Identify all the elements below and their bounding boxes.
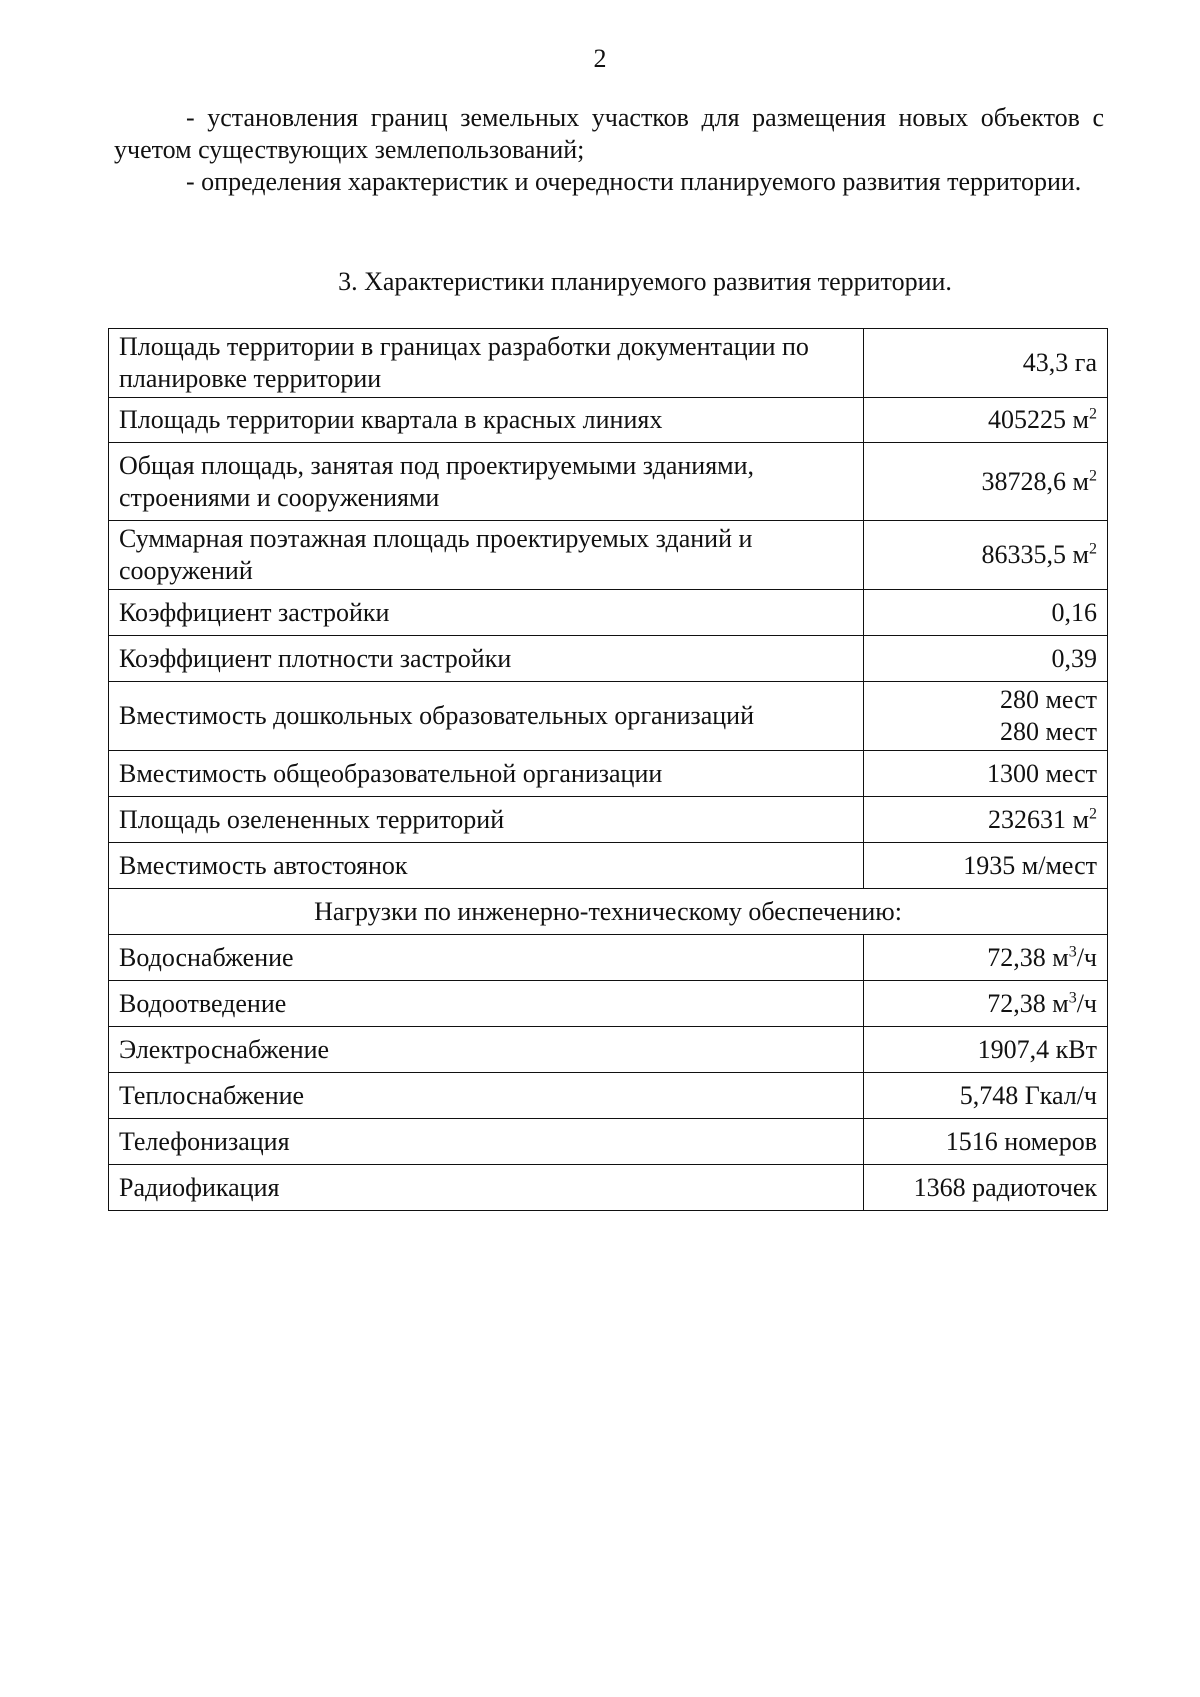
row-label: Водоснабжение [109, 935, 864, 981]
unit-superscript: 2 [1089, 405, 1097, 423]
table-row [109, 935, 1108, 981]
row-label: Теплоснабжение [109, 1073, 864, 1119]
table-row [109, 682, 1108, 751]
row-value [864, 1119, 1108, 1165]
value-text: 38728,6 м [981, 466, 1089, 496]
row-label: Телефонизация [109, 1119, 864, 1165]
value-text: 1368 радиоточек [913, 1172, 1097, 1202]
row-value [864, 981, 1108, 1027]
value-text: 280 мест [999, 717, 1097, 746]
value-text: 86335,5 м [981, 540, 1089, 569]
table-row [109, 1165, 1108, 1211]
row-value [864, 1073, 1108, 1119]
row-value [864, 636, 1108, 682]
value-text: 1935 м/мест [963, 850, 1097, 880]
table-row [109, 751, 1108, 797]
row-value [864, 398, 1108, 443]
unit-superscript: 3 [1068, 942, 1077, 960]
row-value [864, 797, 1108, 843]
row-value [864, 521, 1108, 590]
row-label: Вместимость общеобразовательной организации [109, 751, 864, 797]
value-unit-tail: /ч [1076, 942, 1097, 972]
value-text: 0,39 [1051, 643, 1097, 673]
row-value [864, 329, 1108, 398]
value-text: 1907,4 кВт [977, 1034, 1097, 1064]
table-row [109, 1073, 1108, 1119]
value-text: 1516 номеров [945, 1126, 1097, 1156]
section-title: 3. Характеристики планируемого развития территории. [338, 267, 952, 296]
unit-superscript: 2 [1089, 466, 1097, 484]
row-value [864, 751, 1108, 797]
row-label: Электроснабжение [109, 1027, 864, 1073]
row-label: Суммарная поэтажная площадь проектируемых зданий и сооружений [109, 521, 864, 590]
intro-paragraph: - установления границ земельных участков для размещения новых объектов с учетом существующих землепользований; [114, 103, 1104, 164]
table-row [109, 636, 1108, 682]
characteristics-table [108, 328, 1108, 1211]
row-label: Площадь территории квартала в красных линиях [109, 398, 864, 443]
table-row [109, 398, 1108, 443]
table-section-header: Нагрузки по инженерно-техническому обеспечению: [109, 889, 1108, 935]
row-label: Вместимость дошкольных образовательных организаций [109, 682, 864, 751]
row-label: Вместимость автостоянок [109, 843, 864, 889]
table-row [109, 329, 1108, 398]
value-text: 405225 м [988, 405, 1089, 434]
row-label: Коэффициент застройки [109, 590, 864, 636]
row-label: Водоотведение [109, 981, 864, 1027]
row-value [864, 1165, 1108, 1211]
unit-superscript: 3 [1068, 988, 1077, 1006]
table-row [109, 797, 1108, 843]
table-row [109, 443, 1108, 521]
unit-superscript: 2 [1089, 804, 1097, 822]
value-unit-tail: /ч [1076, 988, 1097, 1018]
table-row [109, 1119, 1108, 1165]
row-label: Радиофикация [109, 1165, 864, 1211]
value-text: 1300 мест [986, 758, 1097, 788]
row-label: Площадь озелененных территорий [109, 797, 864, 843]
row-value [864, 590, 1108, 636]
row-label: Площадь территории в границах разработки документации по планировке территории [109, 329, 864, 398]
row-label: Коэффициент плотности застройки [109, 636, 864, 682]
value-text: 232631 м [988, 804, 1089, 834]
value-text: 5,748 Гкал/ч [959, 1080, 1097, 1110]
row-value [864, 1027, 1108, 1073]
row-value [864, 843, 1108, 889]
table-row [109, 843, 1108, 889]
row-value [864, 443, 1108, 521]
value-text: 0,16 [1051, 597, 1097, 627]
table-row [109, 590, 1108, 636]
unit-superscript: 2 [1089, 540, 1097, 558]
value-text: 72,38 м [987, 942, 1069, 972]
row-value [864, 682, 1108, 751]
value-text: 43,3 га [1022, 348, 1097, 377]
page-number: 2 [593, 44, 607, 73]
row-label: Общая площадь, занятая под проектируемыми зданиями, строениями и сооружениями [109, 443, 864, 521]
table-section-header-row [109, 889, 1108, 935]
table-row [109, 981, 1108, 1027]
intro-text [114, 102, 1104, 198]
row-value [864, 935, 1108, 981]
value-text: 280 мест [999, 685, 1097, 714]
intro-paragraph: - определения характеристик и очередности планируемого развития территории. [186, 167, 1082, 196]
table-row [109, 521, 1108, 590]
value-text: 72,38 м [987, 988, 1069, 1018]
table-row [109, 1027, 1108, 1073]
